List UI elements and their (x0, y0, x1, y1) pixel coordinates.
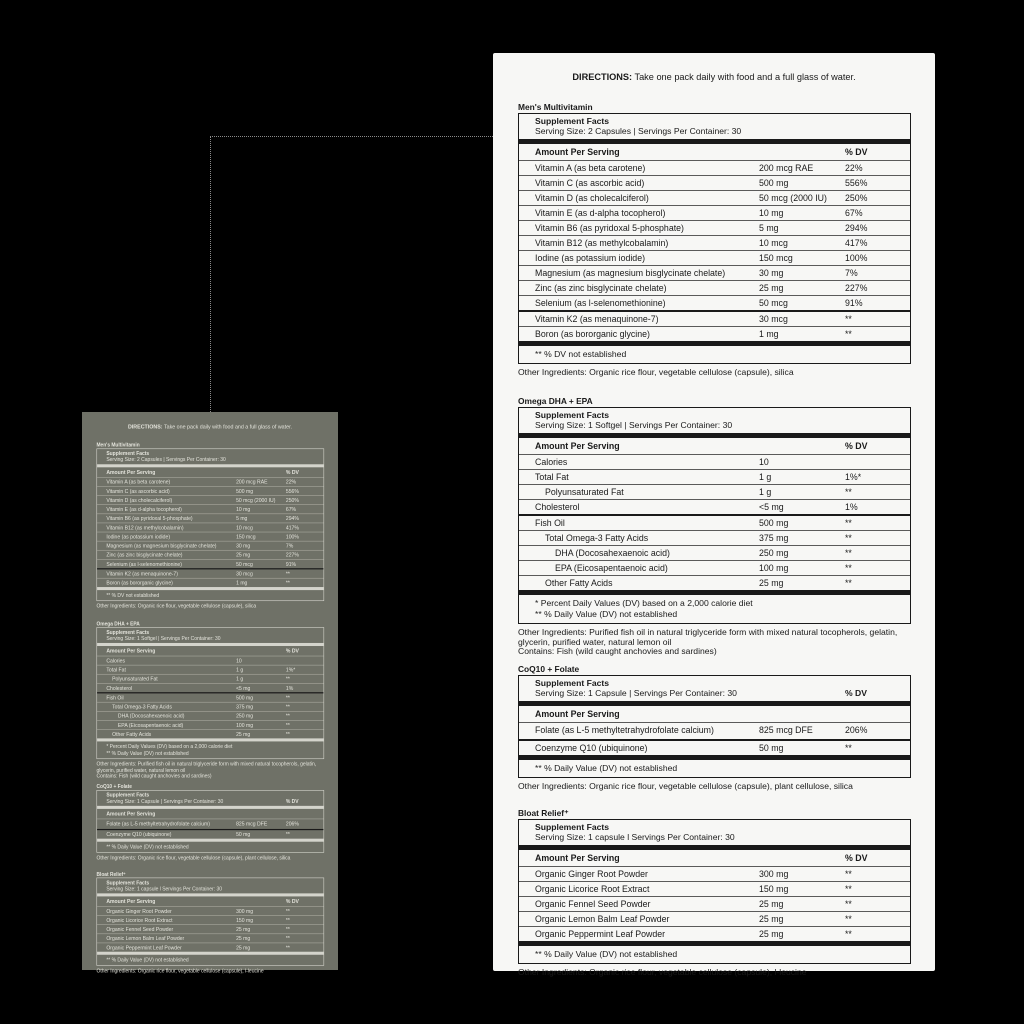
section-title: Omega DHA + EPA (518, 396, 593, 406)
nutrient-dv: 206% (845, 725, 868, 735)
nutrient-name: Vitamin C (as ascorbic acid) (535, 178, 645, 188)
table-row (97, 569, 323, 578)
supplement-facts-table: Supplement Facts Serving Size: 1 capsule l Servings Per Container: 30 Amount Per Serving % DV Organic Ginger Root Powder 300 mg ** Organic Licorice Root Extract 150 mg ** Organic Fennel Seed Powder 25 mg ** Organic Lemon Balm Leaf Powder 25 mg ** Organic Peppermint Leaf Powder 25 mg ** ** % Daily Value (DV) not established (96, 878, 324, 966)
section-title: Men's Multivitamin (518, 102, 593, 112)
table-row (97, 505, 323, 514)
nutrient-dv: ** (845, 869, 852, 879)
table-row (519, 927, 910, 941)
nutrient-name: Vitamin B12 (as methylcobalamin) (106, 524, 184, 531)
nutrient-amount: 375 mg (759, 533, 789, 543)
table-row (97, 514, 323, 523)
nutrient-dv: 91% (285, 560, 297, 567)
nutrient-amount: 5 mg (236, 515, 248, 522)
nutrient-dv: 250% (845, 193, 868, 203)
supplement-facts-table: Supplement Facts Serving Size: 2 Capsules | Servings Per Container: 30 Amount Per Serving % DV Vitamin A (as beta carotene) 200 mcg RAE 22% Vitamin C (as ascorbic acid) 500 mg 556% Vitamin D (as cholecalciferol) 50 mcg (2000 IU) 250% Vitamin E (as d-alpha tocopherol) 10 mg 67% Vitamin B6 (as pyridoxal 5-phosphate) 5 mg 294% Vitamin B12 (as methylcobalamin) 10 mcg 417% Iodine (as potassium iodide) 150 mcg 100% Magnesium (as magnesium bisglycinate chelate) 30 mg 7% Zinc (as zinc bisglycinate chelate) 25 mg 227% Selenium (as l-selenomethionine) 50 mcg 91% Vitamin K2 (as menaquinone-7) 30 mcg ** Boron (as bororganic glycine) 1 mg ** ** % DV not established (96, 448, 324, 601)
nutrient-amount: 5 mg (759, 223, 779, 233)
nutrient-name: Organic Peppermint Leaf Powder (106, 944, 182, 951)
table-row (519, 516, 910, 531)
nutrient-amount: 50 mcg (759, 298, 788, 308)
nutrient-amount: 100 mg (236, 721, 254, 729)
table-row (97, 656, 323, 665)
nutrient-name: Vitamin C (as ascorbic acid) (106, 487, 170, 495)
nutrient-name: DHA (Docosahexaenoic acid) (117, 712, 185, 719)
nutrient-amount: 30 mcg (759, 314, 788, 324)
nutrient-dv: 556% (285, 487, 299, 495)
nutrient-dv: 100% (285, 533, 299, 540)
nutrient-amount: 30 mg (759, 268, 784, 278)
nutrient-dv: ** (285, 675, 290, 682)
table-header: Amount Per Serving % DV (97, 896, 323, 906)
nutrient-amount: 100 mg (759, 563, 789, 573)
nutrient-dv: ** (285, 831, 290, 838)
nutrient-name: Zinc (as zinc bisglycinate chelate) (106, 551, 183, 558)
nutrient-name: Organic Ginger Root Powder (535, 869, 648, 879)
table-row (519, 236, 910, 251)
nutrient-name: Other Fatty Acids (112, 731, 152, 738)
nutrient-name: Calories (535, 457, 568, 467)
nutrient-amount: 200 mcg RAE (236, 478, 268, 485)
nutrient-dv: 250% (285, 497, 299, 504)
section-title: Men's Multivitamin (96, 441, 140, 448)
table-row (519, 470, 910, 485)
nutrient-amount: 10 mg (759, 208, 784, 218)
section-title: CoQ10 + Folate (518, 664, 580, 674)
nutrient-name: Vitamin E (as d-alpha tocopherol) (535, 208, 666, 218)
label-thumbnail[interactable] (82, 412, 338, 974)
nutrient-dv: 67% (845, 208, 863, 218)
nutrient-amount: 825 mcg DFE (759, 725, 813, 735)
nutrient-dv: ** (845, 563, 852, 573)
nutrient-name: Total Fat (535, 472, 569, 482)
nutrient-name: Vitamin D (as cholecalciferol) (106, 497, 173, 504)
nutrient-amount: 25 mg (236, 926, 251, 933)
table-row (97, 819, 323, 828)
table-header: Amount Per Serving (519, 706, 910, 723)
nutrient-dv: ** (285, 703, 290, 710)
supplement-facts-table: Supplement Facts Serving Size: 1 capsule l Servings Per Container: 30 Amount Per Serving % DV Organic Ginger Root Powder 300 mg ** Organic Licorice Root Extract 150 mg ** Organic Fennel Seed Powder 25 mg ** Organic Lemon Balm Leaf Powder 25 mg ** Organic Peppermint Leaf Powder 25 mg ** ** % Daily Value (DV) not established (518, 819, 911, 964)
table-header: Amount Per Serving % DV (519, 144, 910, 161)
nutrient-dv: ** (845, 899, 852, 909)
table-row (97, 523, 323, 532)
nutrient-name: Vitamin K2 (as menaquinone-7) (106, 570, 178, 577)
nutrient-amount: 25 mg (236, 944, 251, 951)
section-title: Bloat Relief⁺ (96, 870, 126, 877)
nutrient-amount: 500 mg (236, 487, 254, 495)
nutrient-name: Polyunsaturated Fat (545, 487, 624, 497)
nutrient-dv: ** (845, 487, 852, 497)
supplement-facts-table: Supplement Facts Serving Size: 2 Capsules | Servings Per Container: 30 Amount Per Serving % DV Vitamin A (as beta carotene) 200 mcg RAE 22% Vitamin C (as ascorbic acid) 500 mg 556% Vitamin D (as cholecalciferol) 50 mcg (2000 IU) 250% Vitamin E (as d-alpha tocopherol) 10 mg 67% Vitamin B6 (as pyridoxal 5-phosphate) 5 mg 294% Vitamin B12 (as methylcobalamin) 10 mcg 417% Iodine (as potassium iodide) 150 mcg 100% Magnesium (as magnesium bisglycinate chelate) 30 mg 7% Zinc (as zinc bisglycinate chelate) 25 mg 227% Selenium (as l-selenomethionine) 50 mcg 91% Vitamin K2 (as menaquinone-7) 30 mcg ** Boron (as bororganic glycine) 1 mg ** ** % DV not established (518, 113, 911, 364)
nutrient-name: Organic Fennel Seed Powder (106, 926, 174, 933)
table-row (519, 176, 910, 191)
table-row (97, 579, 323, 588)
nutrient-amount: 25 mg (759, 899, 784, 909)
table-header: Amount Per Serving % DV (519, 438, 910, 455)
table-row (97, 925, 323, 934)
table-row (519, 912, 910, 927)
nutrient-name: Boron (as bororganic glycine) (106, 579, 173, 586)
nutrient-amount: 25 mg (236, 551, 251, 558)
table-row (97, 907, 323, 916)
table-row (519, 312, 910, 327)
table-row (97, 721, 323, 730)
other-ingredients: Other Ingredients: Organic rice flour, vegetable cellulose (capsule), silica (96, 602, 257, 609)
nutrient-amount: 150 mcg (236, 533, 256, 540)
nutrient-dv: ** (285, 907, 290, 915)
table-row (519, 191, 910, 206)
nutrient-dv: 206% (285, 820, 299, 827)
nutrient-dv: ** (285, 731, 290, 738)
nutrient-name: Organic Licorice Root Extract (535, 884, 650, 894)
nutrient-amount: 300 mg (236, 907, 254, 915)
nutrient-dv: 7% (845, 268, 858, 278)
nutrient-amount: 250 mg (759, 548, 789, 558)
nutrient-name: Magnesium (as magnesium bisglycinate chelate) (535, 268, 726, 278)
nutrient-name: Boron (as bororganic glycine) (535, 329, 650, 339)
nutrient-amount: 1 g (759, 487, 772, 497)
table-row (97, 675, 323, 684)
table-row (519, 281, 910, 296)
nutrient-name: EPA (Eicosapentaenoic acid) (117, 721, 184, 729)
nutrient-dv: 556% (845, 178, 868, 188)
nutrient-dv: 1% (845, 502, 858, 512)
other-ingredients: Other Ingredients: Purified fish oil in natural triglyceride form with mixed natural tocopherols, gelatin, glycerin, purified water, natural lemon oil Contains: Fish (wild caught anchovies and sardines) (96, 760, 317, 779)
nutrient-amount: 50 mcg (2000 IU) (236, 497, 276, 504)
nutrient-amount: 150 mg (759, 884, 789, 894)
nutrient-amount: 1 g (236, 675, 244, 682)
nutrient-dv: 91% (845, 298, 863, 308)
nutrient-amount: 50 mg (759, 743, 784, 753)
nutrient-name: Vitamin B6 (as pyridoxal 5-phosphate) (106, 515, 193, 522)
nutrient-amount: 10 (236, 657, 242, 664)
nutrient-dv: ** (285, 570, 290, 577)
nutrient-dv: 22% (845, 163, 863, 173)
nutrient-dv: ** (845, 578, 852, 588)
table-row (519, 266, 910, 281)
nutrient-name: Total Fat (106, 666, 126, 673)
nutrient-dv: 294% (845, 223, 868, 233)
directions: DIRECTIONS: Take one pack daily with food and a full glass of water. (127, 423, 293, 430)
nutrient-name: Organic Lemon Balm Leaf Powder (106, 935, 185, 942)
nutrient-name: Organic Peppermint Leaf Powder (535, 929, 666, 939)
nutrient-dv: 417% (285, 524, 299, 531)
nutrient-dv: ** (845, 929, 852, 939)
nutrient-dv: ** (845, 548, 852, 558)
table-row (519, 531, 910, 546)
nutrient-amount: 25 mg (759, 929, 784, 939)
nutrient-dv: ** (845, 533, 852, 543)
section-title: Omega DHA + EPA (96, 620, 140, 627)
table-row (519, 161, 910, 176)
nutrient-name: Magnesium (as magnesium bisglycinate chelate) (106, 542, 217, 549)
nutrient-name: Iodine (as potassium iodide) (535, 253, 646, 263)
nutrient-name: Coenzyme Q10 (ubiquinone) (106, 831, 172, 838)
table-row (97, 487, 323, 496)
nutrient-amount: 1 mg (236, 579, 248, 586)
nutrient-name: Vitamin B6 (as pyridoxal 5-phosphate) (535, 223, 684, 233)
table-row (519, 741, 910, 755)
nutrient-amount: 10 (759, 457, 769, 467)
table-row (97, 934, 323, 943)
table-row (519, 221, 910, 236)
nutrient-amount: 25 mg (759, 914, 784, 924)
nutrient-dv: 227% (285, 551, 299, 558)
nutrient-amount: 50 mcg (2000 IU) (759, 193, 827, 203)
nutrient-dv: 417% (845, 238, 868, 248)
nutrient-name: Vitamin B12 (as methylcobalamin) (535, 238, 669, 248)
nutrient-dv: ** (845, 743, 852, 753)
nutrient-dv: 1%* (285, 666, 296, 673)
nutrient-amount: 50 mg (236, 831, 251, 838)
nutrient-name: Organic Licorice Root Extract (106, 917, 173, 924)
table-row (519, 576, 910, 590)
nutrient-name: Zinc (as zinc bisglycinate chelate) (535, 283, 667, 293)
nutrient-dv: ** (285, 694, 290, 701)
nutrient-dv: ** (845, 314, 852, 324)
nutrient-name: Fish Oil (106, 694, 124, 701)
nutrient-dv: ** (285, 721, 290, 729)
section-title: CoQ10 + Folate (96, 783, 132, 790)
table-row (97, 551, 323, 560)
table-header: Amount Per Serving (97, 809, 323, 819)
nutrient-amount: 50 mcg (236, 560, 253, 567)
nutrient-dv: 227% (845, 283, 868, 293)
table-header: Amount Per Serving % DV (97, 646, 323, 656)
table-row (97, 560, 323, 569)
table-row (519, 455, 910, 470)
nutrient-name: Other Fatty Acids (545, 578, 613, 588)
nutrient-amount: 25 mg (236, 935, 251, 942)
nutrient-dv: 22% (285, 478, 297, 485)
nutrient-amount: 375 mg (236, 703, 254, 710)
connector-line (210, 136, 211, 412)
nutrient-name: Vitamin A (as beta carotene) (106, 478, 171, 485)
nutrient-dv: 67% (285, 506, 297, 513)
table-row (97, 496, 323, 505)
table-row (97, 916, 323, 925)
nutrient-dv: ** (285, 712, 290, 719)
table-row (97, 712, 323, 721)
table-row (97, 541, 323, 550)
nutrient-amount: 25 mg (236, 731, 251, 738)
nutrient-amount: 500 mg (759, 518, 789, 528)
nutrient-dv: ** (845, 914, 852, 924)
other-ingredients: Other Ingredients: Organic rice flour, vegetable cellulose (capsule), l-leucine (96, 967, 264, 974)
table-row (519, 867, 910, 882)
other-ingredients: Other Ingredients: Organic rice flour, vegetable cellulose (capsule), plant cellulose, silica (518, 781, 853, 791)
table-row (97, 665, 323, 674)
nutrient-amount: 10 mg (236, 506, 251, 513)
nutrient-dv: ** (845, 884, 852, 894)
nutrient-name: Total Omega-3 Fatty Acids (545, 533, 649, 543)
other-ingredients: Other Ingredients: Organic rice flour, vegetable cellulose (capsule), plant cellulose, silica (96, 854, 291, 861)
table-row (97, 830, 323, 839)
nutrient-name: Vitamin D (as cholecalciferol) (535, 193, 649, 203)
table-row (97, 730, 323, 739)
table-row (519, 500, 910, 514)
nutrient-amount: 150 mcg (759, 253, 793, 263)
table-header: Amount Per Serving % DV (519, 850, 910, 867)
nutrient-dv: ** (285, 926, 290, 933)
table-row (97, 684, 323, 693)
nutrient-name: EPA (Eicosapentaenoic acid) (555, 563, 668, 573)
nutrient-dv: ** (285, 935, 290, 942)
table-header: Amount Per Serving % DV (97, 467, 323, 477)
supplement-facts-table: Supplement Facts Serving Size: 1 Softgel | Servings Per Container: 30 Amount Per Serving % DV Calories 10 Total Fat 1 g 1%* Polyunsaturated Fat 1 g ** Cholesterol <5 mg 1% Fish Oil 500 mg ** Total Omega-3 Fatty Acids 375 mg ** DHA (Docosahexaenoic acid) 250 mg ** EPA (Eicosapentaenoic acid) 100 mg ** Other Fatty Acids 25 mg ** * Percent Daily Values (DV) based on a 2,000 calorie diet ** % Daily Value (DV) not established (518, 407, 911, 624)
table-row (519, 897, 910, 912)
nutrient-dv: ** (285, 944, 290, 951)
nutrient-dv: 1%* (845, 472, 862, 482)
nutrient-amount: <5 mg (236, 684, 251, 691)
nutrient-name: Cholesterol (106, 684, 133, 691)
nutrient-amount: 10 mcg (236, 524, 253, 531)
nutrient-amount: 500 mg (759, 178, 789, 188)
table-row (97, 693, 323, 702)
nutrient-name: Organic Fennel Seed Powder (535, 899, 651, 909)
table-row (519, 723, 910, 737)
table-row (97, 703, 323, 712)
nutrient-name: Fish Oil (535, 518, 565, 528)
nutrient-amount: 25 mg (759, 578, 784, 588)
supplement-facts-table: Supplement Facts Serving Size: 1 Capsule | Servings Per Container: 30 % DV Amount Per Serving Folate (as L-5 methyltetrahydrofolate calcium) 825 mcg DFE 206% Coenzyme Q10 (ubiquinone) 50 mg ** ** % Daily Value (DV) not established (518, 675, 911, 778)
supplement-facts-table: Supplement Facts Serving Size: 1 Capsule | Servings Per Container: 30 % DV Amount Per Serving Folate (as L-5 methyltetrahydrofolate calcium) 825 mcg DFE 206% Coenzyme Q10 (ubiquinone) 50 mg ** ** % Daily Value (DV) not established (96, 790, 324, 853)
table-row (519, 485, 910, 500)
nutrient-name: Organic Lemon Balm Leaf Powder (535, 914, 670, 924)
table-row (97, 478, 323, 487)
nutrient-dv: 7% (285, 542, 294, 549)
nutrient-amount: 200 mcg RAE (759, 163, 814, 173)
nutrient-amount: 250 mg (236, 712, 254, 719)
nutrient-dv: 1% (285, 684, 294, 691)
table-row (519, 882, 910, 897)
nutrient-name: Total Omega-3 Fatty Acids (112, 703, 172, 710)
nutrient-amount: 10 mcg (759, 238, 788, 248)
nutrient-name: Iodine (as potassium iodide) (106, 533, 171, 540)
table-row (519, 251, 910, 266)
other-ingredients: Other Ingredients: Purified fish oil in natural triglyceride form with mixed natural tocopherols, gelatin, glycerin, purified water, natural lemon oil Contains: Fish (wild caught anchovies and sardines) (518, 627, 898, 656)
nutrient-name: Folate (as L-5 methyltetrahydrofolate calcium) (106, 820, 210, 827)
nutrient-name: Polyunsaturated Fat (112, 675, 158, 682)
table-row (519, 296, 910, 310)
nutrient-amount: 825 mcg DFE (236, 820, 268, 827)
nutrient-name: Calories (106, 657, 126, 664)
label-panel (493, 53, 935, 977)
nutrient-amount: 300 mg (759, 869, 789, 879)
nutrient-amount: 1 g (759, 472, 772, 482)
directions: DIRECTIONS: Take one pack daily with food and a full glass of water. (572, 72, 856, 82)
nutrient-name: Vitamin K2 (as menaquinone-7) (535, 314, 659, 324)
nutrient-name: Selenium (as l-selenomethionine) (106, 560, 182, 567)
table-row (519, 546, 910, 561)
nutrient-dv: ** (285, 579, 290, 586)
nutrient-dv: 100% (845, 253, 868, 263)
nutrient-name: Folate (as L-5 methyltetrahydrofolate calcium) (535, 725, 714, 735)
supplement-facts-table: Supplement Facts Serving Size: 1 Softgel | Servings Per Container: 30 Amount Per Serving % DV Calories 10 Total Fat 1 g 1%* Polyunsaturated Fat 1 g ** Cholesterol <5 mg 1% Fish Oil 500 mg ** Total Omega-3 Fatty Acids 375 mg ** DHA (Docosahexaenoic acid) 250 mg ** EPA (Eicosapentaenoic acid) 100 mg ** Other Fatty Acids 25 mg ** * Percent Daily Values (DV) based on a 2,000 calorie diet ** % Daily Value (DV) not established (96, 627, 324, 759)
nutrient-name: Organic Ginger Root Powder (106, 907, 172, 915)
table-row (519, 561, 910, 576)
nutrient-amount: 30 mg (236, 542, 251, 549)
nutrient-amount: 25 mg (759, 283, 784, 293)
nutrient-name: Coenzyme Q10 (ubiquinone) (535, 743, 648, 753)
other-ingredients: Other Ingredients: Organic rice flour, vegetable cellulose (capsule), silica (518, 367, 794, 377)
table-row (519, 327, 910, 341)
nutrient-name: Vitamin A (as beta carotene) (535, 163, 646, 173)
nutrient-amount: <5 mg (759, 502, 784, 512)
nutrient-name: Selenium (as l-selenomethionine) (535, 298, 666, 308)
nutrient-name: DHA (Docosahexaenoic acid) (555, 548, 670, 558)
nutrient-amount: 30 mcg (236, 570, 253, 577)
section-title: Bloat Relief⁺ (518, 808, 569, 818)
nutrient-dv: ** (845, 329, 852, 339)
nutrient-dv: 294% (285, 515, 299, 522)
table-row (97, 943, 323, 952)
nutrient-name: Cholesterol (535, 502, 580, 512)
label-content (493, 53, 935, 978)
connector-line (210, 136, 493, 137)
nutrient-amount: 150 mg (236, 917, 254, 924)
table-row (519, 206, 910, 221)
nutrient-amount: 500 mg (236, 694, 254, 701)
label-content (82, 412, 338, 974)
nutrient-amount: 1 mg (759, 329, 779, 339)
nutrient-name: Vitamin E (as d-alpha tocopherol) (106, 506, 182, 513)
nutrient-dv: ** (845, 518, 852, 528)
table-row (97, 532, 323, 541)
other-ingredients: Other Ingredients: Organic rice flour, vegetable cellulose (capsule), l-leucine (518, 967, 807, 977)
nutrient-dv: ** (285, 917, 290, 924)
nutrient-amount: 1 g (236, 666, 244, 673)
